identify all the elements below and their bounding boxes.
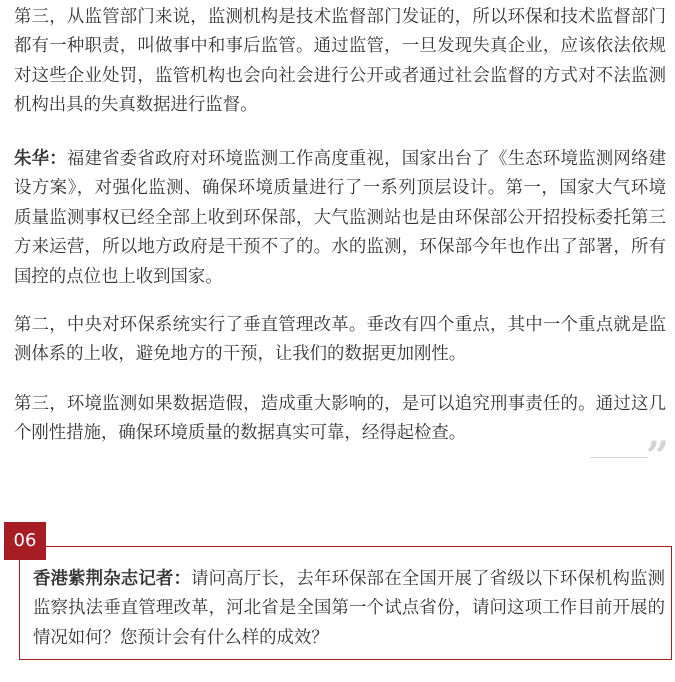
paragraph-1-text: 第三，从监管部门来说，监测机构是技术监督部门发证的，所以环保和技术监督部门都有一种职责，叫做事中和事后监管。通过监管，一旦发现失真企业，应该依法依规对这些企业处罚，监管机构也会向社会进行公开或者通过社会监督的方式对不法监测机构出具的失真数据进行监督。 — [14, 7, 666, 116]
speaker-name: 朱华： — [14, 149, 67, 169]
question-text: 请问高厅长，去年环保部在全国开展了省级以下环保机构监测监察执法垂直管理改革，河北省是全国第一个试点省份，请问这项工作目前开展的情况如何？您预计会有什么样的成效？ — [33, 569, 665, 648]
paragraph-3-text: 第二，中央对环保系统实行了垂直管理改革。垂改有四个重点，其中一个重点就是监测体系的上收，避免地方的干预，让我们的数据更加刚性。 — [14, 315, 666, 365]
close-quote-icon: ” — [646, 433, 670, 480]
paragraph-4-text: 第三，环境监测如果数据造假，造成重大影响的，是可以追究刑事责任的。通过这几个刚性措施，确保环境质量的数据真实可靠，经得起检查。 — [14, 394, 666, 444]
paragraph-2-text: 福建省委省政府对环境监测工作高度重视，国家出台了《生态环境监测网络建设方案》，对强化监测、确保环境质量进行了一系列顶层设计。第一，国家大气环境质量监测事权已经全部上收到环保部，大气监测站也是由环保部公开招投标委托第三方来运营，所以地方政府是干预不了的。水的监测，环保部今年也作出了部署，所有国控的点位也上收到国家。 — [14, 149, 666, 287]
paragraph-4 — [14, 390, 666, 449]
paragraph-3 — [14, 311, 666, 370]
paragraph-2 — [14, 145, 666, 292]
question-number-badge: 06 — [4, 522, 46, 560]
question-speaker: 香港紫荆杂志记者： — [33, 569, 192, 589]
question-paragraph — [33, 565, 665, 653]
paragraph-1 — [14, 3, 666, 121]
quote-divider — [590, 457, 648, 458]
